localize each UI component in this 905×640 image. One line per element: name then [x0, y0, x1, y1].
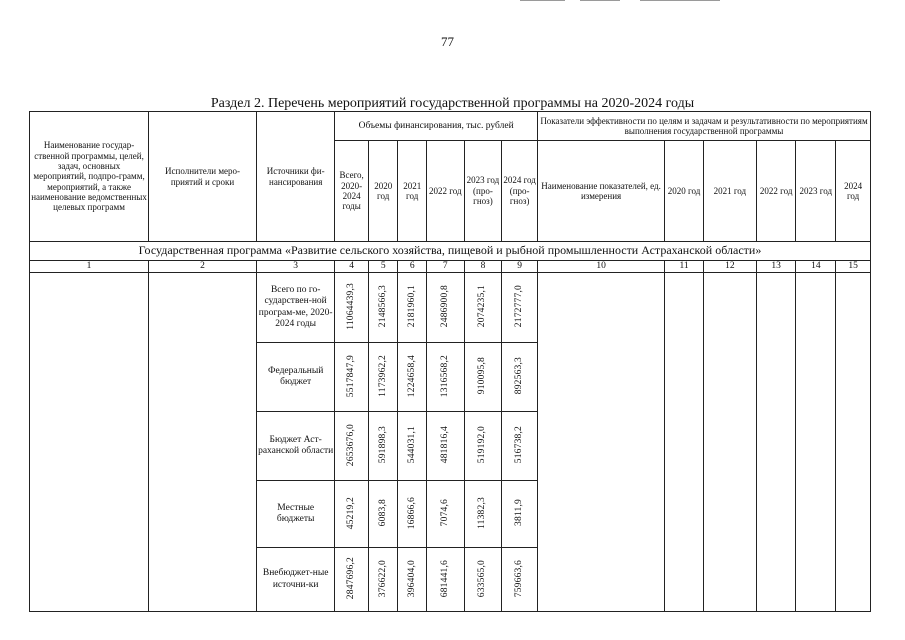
column-number: 15 [836, 261, 871, 273]
fund-2024-value: 759663,6 [514, 559, 525, 597]
fund-total-cell [335, 548, 369, 612]
fund-2023-cell [464, 343, 502, 412]
header-indicators-group: Показатели эффективности по целям и задачам и результативности по мероприятиям выполнения государственной программы [537, 112, 870, 141]
fund-2024-cell [502, 273, 538, 343]
header-fund-2024: 2024 год (про-гноз) [502, 141, 538, 242]
indicator-2020-cell [665, 273, 704, 612]
funding-source-cell: Бюджет Аст-раханской области [256, 412, 334, 481]
header-ind-2023: 2023 год [796, 141, 836, 242]
header-fund-2021: 2021 год [398, 141, 427, 242]
fund-2020-value: 376622,0 [377, 559, 388, 597]
fund-2021-value: 1224658,4 [406, 354, 417, 397]
fund-2024-value: 516738,2 [514, 426, 525, 464]
fund-2021-value: 396404,0 [406, 559, 417, 597]
header-ind-2024: 2024 год [836, 141, 871, 242]
fund-2022-cell [426, 481, 464, 548]
fund-2022-cell [426, 343, 464, 412]
fund-2023-value: 910095,8 [477, 357, 488, 395]
indicator-2022-cell [756, 273, 796, 612]
fund-2024-cell [502, 343, 538, 412]
column-number: 7 [426, 261, 464, 273]
column-number: 10 [537, 261, 664, 273]
header-program-name: Наименование государ-ственной программы, целей, задач, основных мероприятий, подпро-грамм, мероприятий, а также наименование ведомственных целевых программ [30, 112, 149, 242]
fund-2020-cell [368, 273, 398, 343]
fund-2021-cell [398, 412, 427, 481]
fund-total-value: 11064439,3 [346, 282, 357, 330]
column-number: 3 [256, 261, 334, 273]
header-ind-2021: 2021 год [703, 141, 756, 242]
fund-2022-value: 1316568,2 [439, 354, 450, 397]
funding-source-cell: Всего по го-сударствен-ной програм-ме, 2020-2024 годы [256, 273, 334, 343]
page-number: 77 [441, 34, 454, 49]
column-number: 5 [368, 261, 398, 273]
fund-2020-value: 591898,3 [377, 426, 388, 464]
scan-edge-line [640, 0, 720, 1]
fund-2023-cell [464, 412, 502, 481]
column-number: 2 [149, 261, 257, 273]
fund-total-value: 5517847,9 [346, 354, 357, 397]
fund-2023-cell [464, 273, 502, 343]
header-fund-2023: 2023 год (про-гноз) [464, 141, 502, 242]
column-number: 4 [335, 261, 369, 273]
header-ind-2022: 2022 год [756, 141, 796, 242]
fund-2021-cell [398, 548, 427, 612]
column-number: 1 [30, 261, 149, 273]
fund-2020-cell [368, 481, 398, 548]
table-row [30, 273, 871, 343]
fund-2020-cell [368, 548, 398, 612]
funding-source-cell: Местные бюджеты [256, 481, 334, 548]
header-ind-2020: 2020 год [665, 141, 704, 242]
fund-2024-cell [502, 412, 538, 481]
fund-2023-value: 519192,0 [477, 426, 488, 464]
header-funding-group: Объемы финансирования, тыс. рублей [335, 112, 538, 141]
fund-2020-value: 1173962,2 [377, 354, 388, 397]
fund-total-value: 2847696,2 [346, 557, 357, 600]
fund-2024-value: 2172777,0 [514, 285, 525, 328]
fund-2021-value: 16866,6 [406, 496, 417, 529]
fund-2023-value: 633565,0 [477, 559, 488, 597]
fund-total-value: 45219,2 [346, 496, 357, 529]
executors-cell [149, 273, 257, 612]
fund-2022-value: 2486900,8 [439, 285, 450, 328]
header-funding-sources: Источники фи-нансирования [256, 112, 334, 242]
fund-2022-value: 681441,6 [439, 559, 450, 597]
fund-2023-cell [464, 481, 502, 548]
fund-2024-value: 892563,3 [514, 357, 525, 395]
column-number: 12 [703, 261, 756, 273]
fund-2021-cell [398, 273, 427, 343]
fund-2023-cell [464, 548, 502, 612]
fund-total-cell [335, 481, 369, 548]
header-executors: Исполнители меро-приятий и сроки [149, 112, 257, 242]
fund-total-cell [335, 273, 369, 343]
fund-2020-value: 2148566,3 [377, 285, 388, 328]
program-name-cell [30, 273, 149, 612]
fund-2022-value: 481816,4 [439, 426, 450, 464]
fund-2020-cell [368, 343, 398, 412]
indicator-name-cell [537, 273, 664, 612]
header-indicator-name: Наименование показателей, ед. измерения [537, 141, 664, 242]
fund-2023-value: 2074235,1 [477, 285, 488, 328]
fund-2021-cell [398, 343, 427, 412]
fund-2022-cell [426, 548, 464, 612]
fund-2020-value: 6083,8 [377, 499, 388, 527]
scan-edge-line [580, 0, 620, 1]
fund-2022-cell [426, 273, 464, 343]
column-numbers-row [30, 261, 871, 273]
header-fund-2022: 2022 год [426, 141, 464, 242]
fund-2021-value: 2181960,1 [406, 285, 417, 328]
fund-total-cell [335, 343, 369, 412]
fund-2022-value: 7074,6 [439, 499, 450, 527]
fund-2024-cell [502, 481, 538, 548]
fund-2022-cell [426, 412, 464, 481]
fund-total-cell [335, 412, 369, 481]
funding-source-cell: Федеральный бюджет [256, 343, 334, 412]
fund-2021-value: 544031,1 [406, 426, 417, 464]
indicator-2021-cell [703, 273, 756, 612]
header-fund-total: Всего, 2020-2024 годы [335, 141, 369, 242]
column-number: 9 [502, 261, 538, 273]
indicator-2023-cell [796, 273, 836, 612]
column-number: 8 [464, 261, 502, 273]
section-title: Раздел 2. Перечень мероприятий государственной программы на 2020-2024 годы [210, 96, 695, 111]
column-number: 14 [796, 261, 836, 273]
header-fund-2020: 2020 год [368, 141, 398, 242]
fund-2024-value: 3811,9 [514, 499, 525, 527]
fund-total-value: 2653676,0 [346, 423, 357, 466]
fund-2020-cell [368, 412, 398, 481]
measures-table [29, 111, 871, 612]
scan-edge-line [520, 0, 565, 1]
column-number: 6 [398, 261, 427, 273]
indicator-2024-cell [836, 273, 871, 612]
funding-source-cell: Внебюджет-ные источни-ки [256, 548, 334, 612]
fund-2021-cell [398, 481, 427, 548]
fund-2023-value: 11382,3 [477, 496, 488, 529]
column-number: 11 [665, 261, 704, 273]
column-number: 13 [756, 261, 796, 273]
program-title-row: Государственная программа «Развитие сельского хозяйства, пищевой и рыбной промышленности Астраханской области» [30, 242, 871, 261]
fund-2024-cell [502, 548, 538, 612]
